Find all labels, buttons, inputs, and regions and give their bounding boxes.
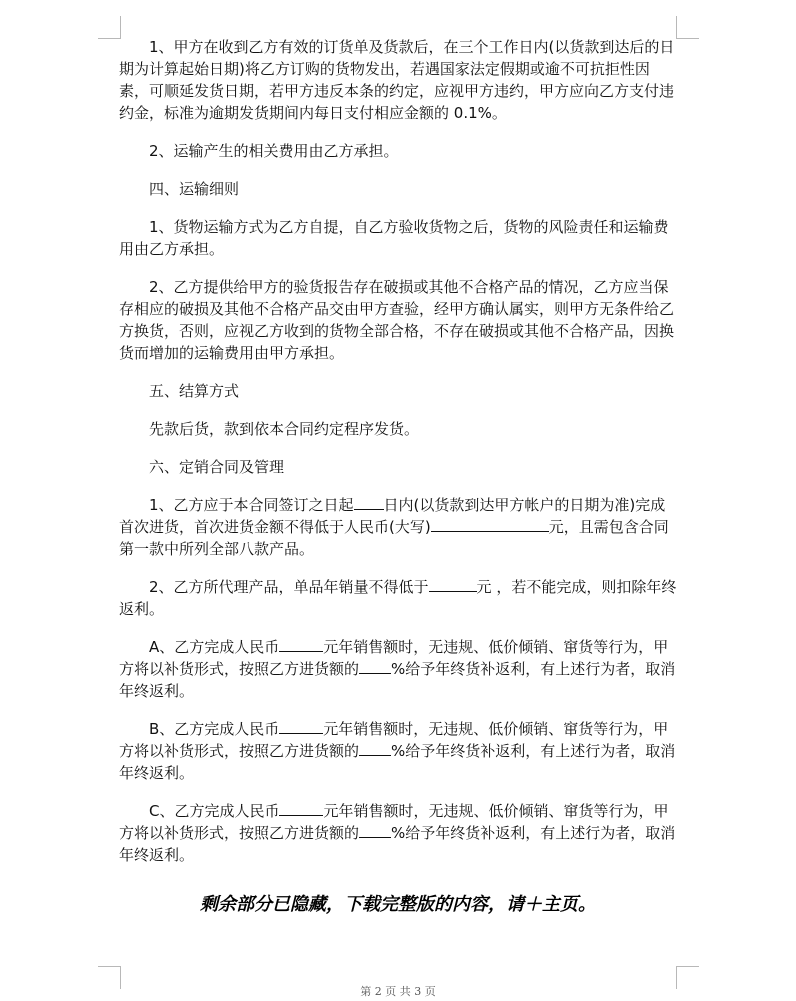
hidden-content-notice: 剩余部分已隐藏，下载完整版的内容，请＋主页。 (200, 894, 596, 915)
tier-a-rebate: A、乙方完成人民币 元年销售额时，无违规、低价倾销、窜货等行为，甲方将以补货形式，按照乙方进货额的 %给予年终货补返利，有上述行为者，取消年终返利。 (119, 638, 676, 700)
tier-a-amount-blank (279, 636, 323, 652)
crop-mark-top-left (98, 16, 121, 39)
page-number: 第 2 页 共 3 页 (360, 985, 436, 998)
clause-inspection-report: 2、乙方提供给甲方的验货报告存在破损或其他不合格产品的情况，乙方应当保存相应的破损及其他不合格产品交由甲方查验，经甲方确认属实，则甲方无条件给乙方换货，否则，应视乙方收到的货物全部合格，不存在破损或其他不合格产品，因换货而增加的运输费用由甲方承担。 (119, 278, 675, 362)
amount-blank (431, 516, 549, 532)
tier-c-amount-blank (279, 800, 323, 816)
section-heading-settlement: 五、结算方式 (149, 382, 240, 400)
document-body (119, 36, 679, 866)
clause-transport-fees: 2、运输产生的相关费用由乙方承担。 (149, 142, 399, 160)
tier-b-amount-blank (279, 718, 323, 734)
clause-delivery-terms: 1、甲方在收到乙方有效的订货单及货款后，在三个工作日内(以货款到达后的日期为计算起始日期)将乙方订购的货物发出，若遇国家法定假期或逾不可抗拒性因素，可顺延发货日期，若甲方违反本条的约定，应视甲方违约，甲方应向乙方支付违约金，标准为逾期发货期间内每日支付相应金额的 0.1%。 (119, 38, 675, 122)
section-heading-transport: 四、运输细则 (149, 180, 240, 198)
clause-annual-sales: 2、乙方所代理产品，单品年销量不得低于 元 ，若不能完成，则扣除年终返利。 (119, 578, 677, 618)
clause-first-purchase: 1、乙方应于本合同签订之日起 日内(以货款到达甲方帐户的日期为准)完成首次进货，首次进货金额不得低于人民币(大写) 元，且需包含合同第一款中所列全部八款产品。 (119, 496, 669, 558)
tier-b-percent-blank (359, 740, 391, 756)
tier-c-rebate: C、乙方完成人民币 元年销售额时，无违规、低价倾销、窜货等行为，甲方将以补货形式，按照乙方进货额的 %给予年终货补返利，有上述行为者，取消年终返利。 (119, 802, 676, 864)
tier-c-percent-blank (359, 822, 391, 838)
section-heading-sales-contract: 六、定销合同及管理 (149, 458, 285, 476)
crop-mark-top-right (676, 16, 699, 39)
sales-blank (429, 576, 477, 592)
clause-payment-first: 先款后货，款到依本合同约定程序发货。 (149, 420, 420, 438)
tier-a-percent-blank (359, 658, 391, 674)
tier-b-rebate: B、乙方完成人民币 元年销售额时，无违规、低价倾销、窜货等行为，甲方将以补货形式，按照乙方进货额的 %给予年终货补返利，有上述行为者，取消年终返利。 (119, 720, 676, 782)
days-blank (354, 494, 384, 510)
clause-transport-method: 1、货物运输方式为乙方自提，自乙方验收货物之后，货物的风险责任和运输费用由乙方承担。 (119, 218, 669, 258)
